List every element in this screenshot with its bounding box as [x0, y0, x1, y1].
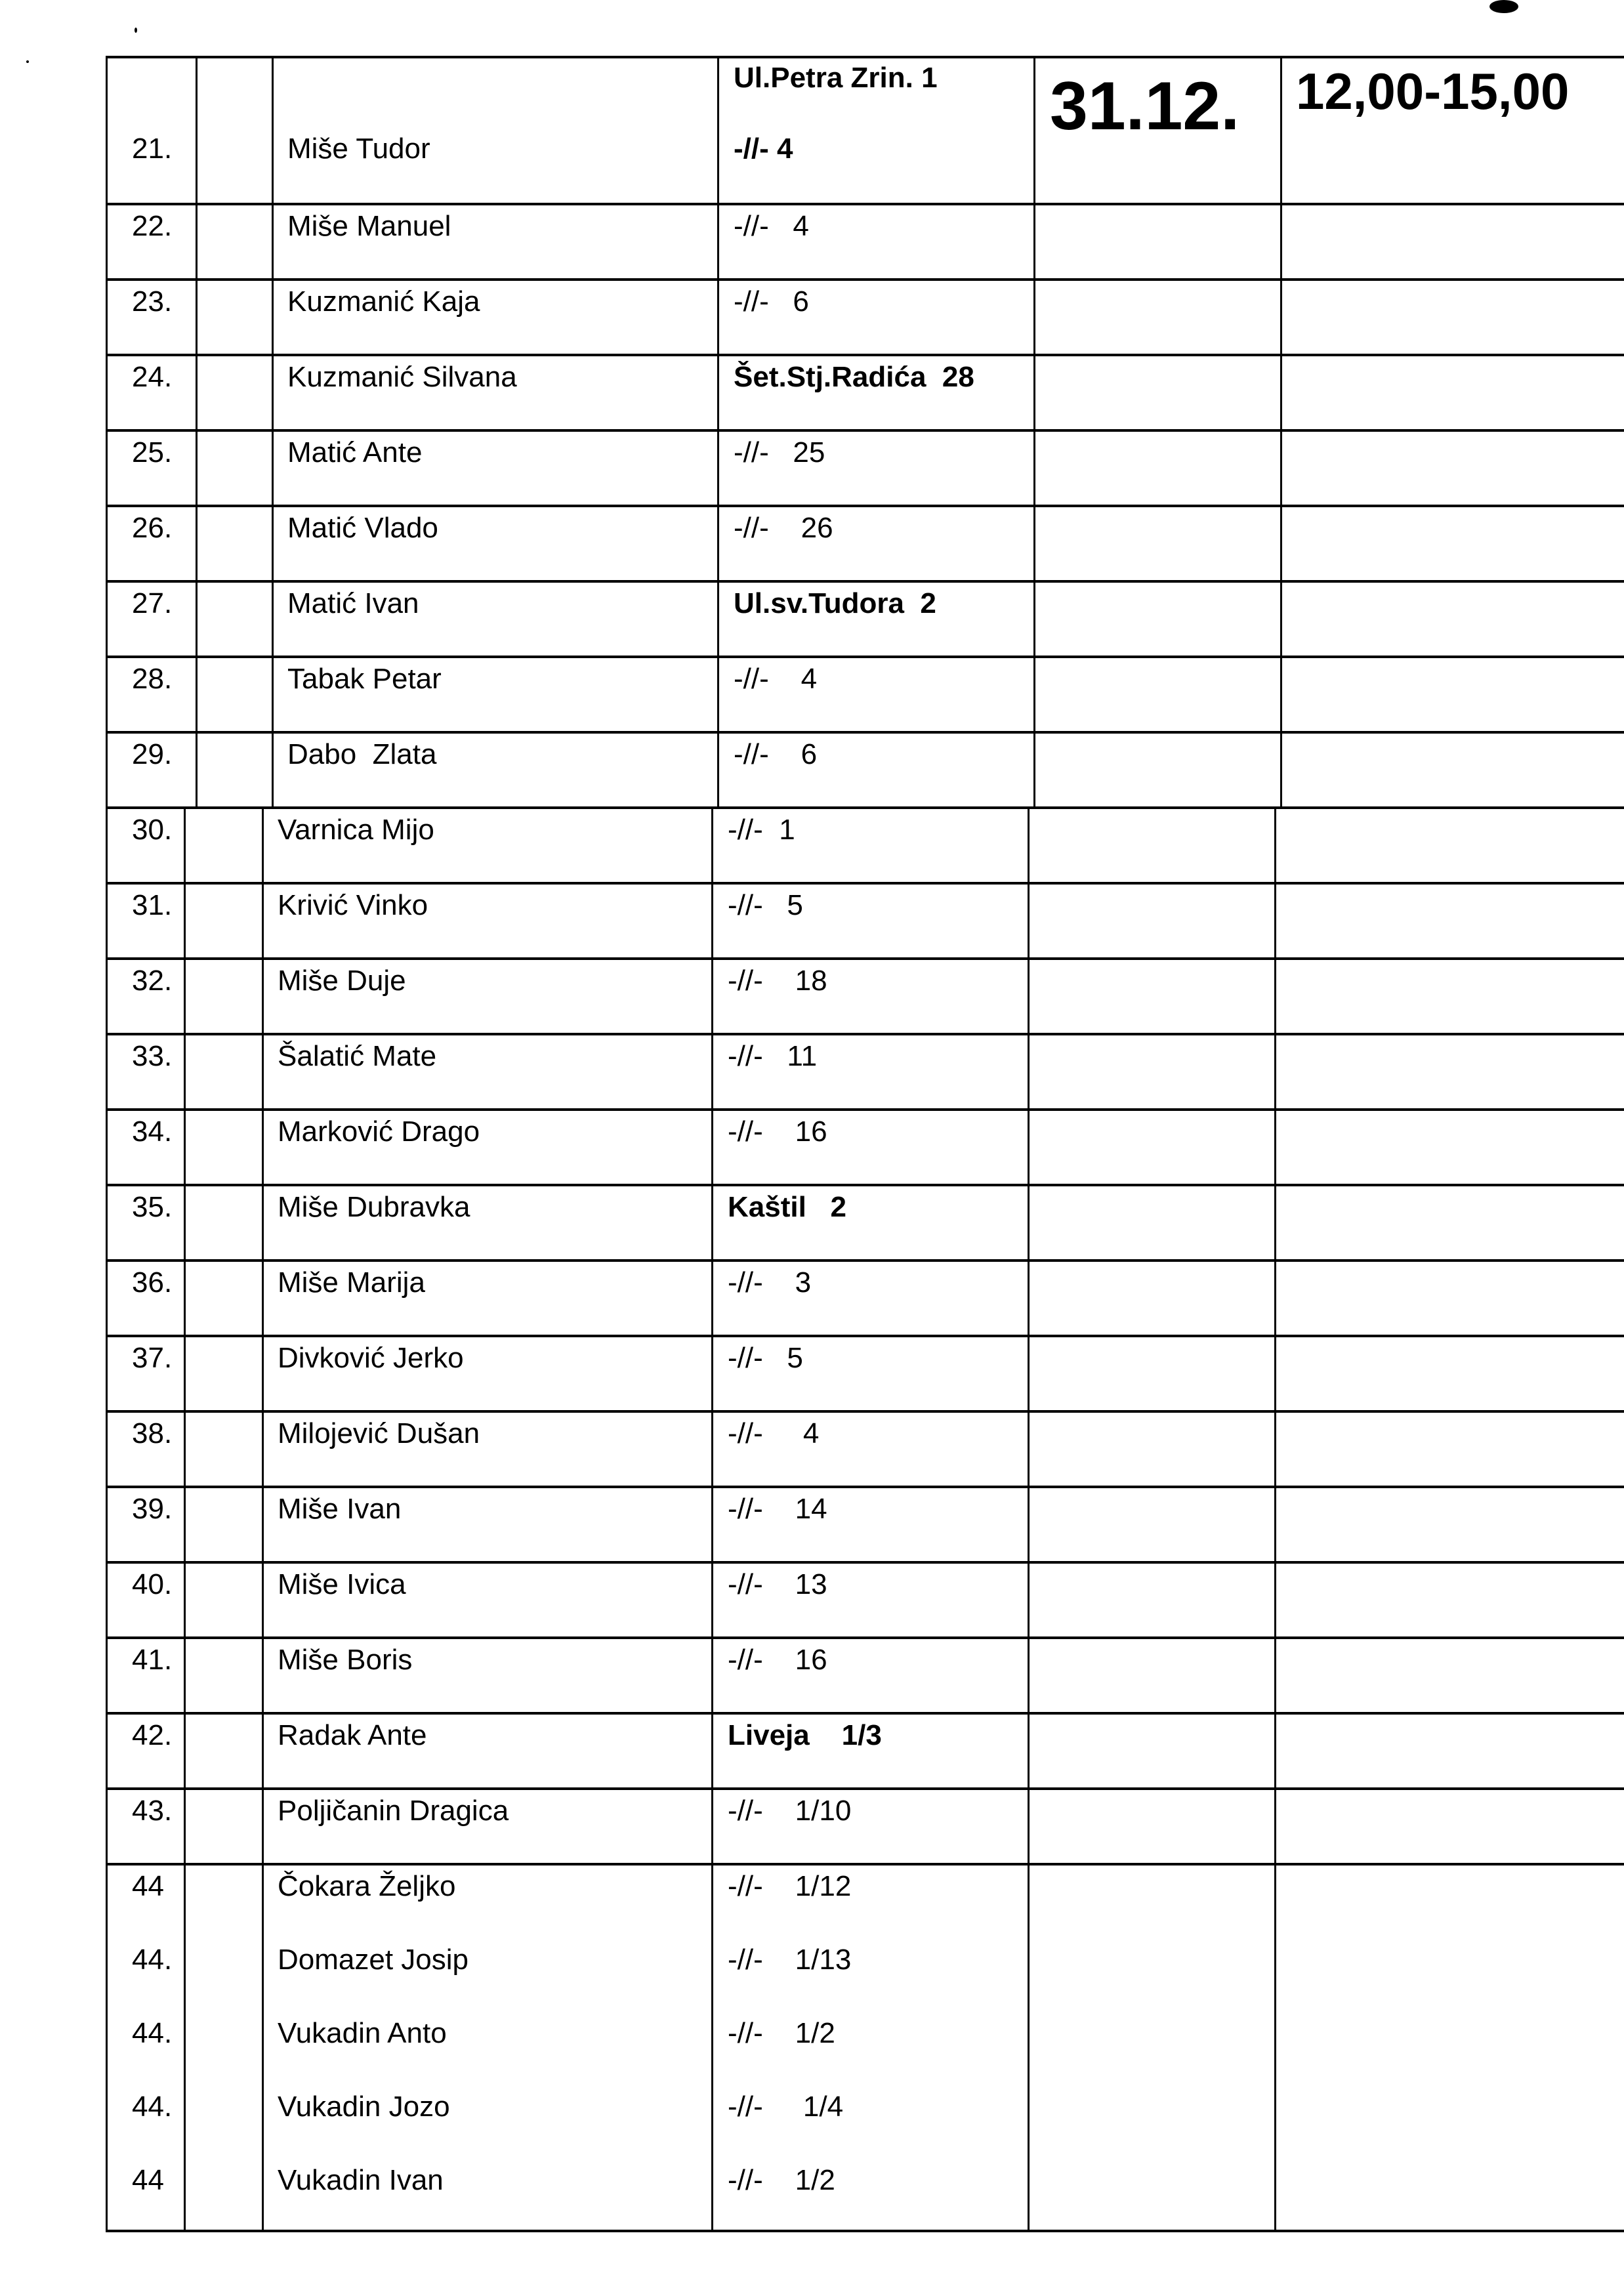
scan-speck	[1489, 0, 1518, 13]
address: -//- 1/4	[728, 2091, 844, 2123]
resident-name: Krivić Vinko	[278, 889, 428, 921]
row-divider	[106, 731, 1624, 734]
address: -//- 1/10	[728, 1795, 852, 1827]
address: -//- 26	[734, 512, 833, 544]
resident-name: Divković Jerko	[278, 1342, 464, 1374]
column-divider	[196, 56, 198, 806]
row-divider	[106, 1863, 1624, 1865]
address: -//- 5	[728, 1342, 803, 1374]
address: -//- 4	[734, 663, 818, 695]
time-range-label: 12,00-15,00	[1296, 62, 1570, 120]
row-number: 38.	[132, 1417, 173, 1449]
resident-name: Kuzmanić Silvana	[287, 361, 517, 393]
resident-name: Miše Boris	[278, 1644, 413, 1676]
row-number: 44.	[132, 2091, 173, 2123]
column-divider	[717, 56, 719, 806]
row-number: 34.	[132, 1115, 173, 1148]
address: -//- 11	[728, 1040, 818, 1072]
resident-name: Matić Ante	[287, 436, 423, 469]
scan-speck	[26, 60, 29, 63]
resident-name: Kuzmanić Kaja	[287, 285, 480, 318]
resident-name: Marković Drago	[278, 1115, 480, 1148]
row-number: 35.	[132, 1191, 173, 1223]
column-divider	[1274, 806, 1276, 2230]
column-divider	[184, 806, 186, 2230]
row-number: 22.	[132, 210, 173, 242]
row-number: 29.	[132, 738, 173, 770]
row-number: 41.	[132, 1644, 173, 1676]
row-divider	[106, 429, 1624, 432]
row-number: 33.	[132, 1040, 173, 1072]
resident-name: Miše Marija	[278, 1266, 425, 1299]
address: -//- 4	[734, 133, 793, 165]
column-divider	[1028, 806, 1030, 2230]
row-divider	[106, 1184, 1624, 1186]
row-divider	[106, 1033, 1624, 1035]
row-divider	[106, 1486, 1624, 1488]
resident-name: Vukadin Ivan	[278, 2164, 444, 2196]
row-number: 36.	[132, 1266, 173, 1299]
resident-name: Poljičanin Dragica	[278, 1795, 509, 1827]
address: Ul.sv.Tudora 2	[734, 587, 936, 619]
row-number: 44	[132, 2164, 164, 2196]
row-divider	[106, 1108, 1624, 1111]
resident-name: Varnica Mijo	[278, 814, 434, 846]
resident-name: Čokara Željko	[278, 1870, 456, 1902]
resident-name: Milojević Dušan	[278, 1417, 480, 1449]
column-divider	[272, 56, 274, 806]
row-number: 37.	[132, 1342, 173, 1374]
address: -//- 13	[728, 1568, 827, 1600]
row-divider	[106, 1335, 1624, 1337]
resident-name: Matić Vlado	[287, 512, 438, 544]
address: -//- 1/12	[728, 1870, 852, 1902]
row-number: 32.	[132, 965, 173, 997]
address-street: Ul.Petra Zrin. 1	[734, 62, 938, 94]
address: -//- 1/13	[728, 1944, 852, 1976]
address: -//- 1	[728, 814, 795, 846]
row-divider	[106, 1561, 1624, 1564]
table-top-border	[106, 56, 1624, 58]
scan-speck	[135, 28, 137, 33]
column-divider	[262, 806, 264, 2230]
row-number: 24.	[132, 361, 173, 393]
column-divider	[711, 806, 713, 2230]
row-number: 42.	[132, 1719, 173, 1751]
row-number: 44.	[132, 1944, 173, 1976]
resident-name: Miše Manuel	[287, 210, 451, 242]
resident-name: Tabak Petar	[287, 663, 442, 695]
resident-name: Miše Tudor	[287, 133, 430, 165]
row-divider	[106, 1259, 1624, 1262]
resident-name: Radak Ante	[278, 1719, 427, 1751]
column-divider	[1280, 56, 1282, 806]
row-divider	[106, 278, 1624, 281]
row-divider	[106, 505, 1624, 507]
row-divider	[106, 1787, 1624, 1790]
row-number: 26.	[132, 512, 173, 544]
address: -//- 14	[728, 1493, 827, 1525]
row-number: 23.	[132, 285, 173, 318]
resident-name: Miše Dubravka	[278, 1191, 470, 1223]
resident-name: Šalatić Mate	[278, 1040, 437, 1072]
row-divider	[106, 1712, 1624, 1715]
column-divider	[106, 56, 108, 806]
resident-name: Vukadin Jozo	[278, 2091, 450, 2123]
row-number: 30.	[132, 814, 173, 846]
resident-name: Miše Ivan	[278, 1493, 402, 1525]
date-label: 31.12.	[1050, 68, 1240, 144]
address: -//- 4	[734, 210, 809, 242]
row-divider	[106, 354, 1624, 356]
row-number: 39.	[132, 1493, 173, 1525]
row-number: 25.	[132, 436, 173, 469]
resident-name: Matić Ivan	[287, 587, 419, 619]
address: -//- 4	[728, 1417, 820, 1449]
row-divider	[106, 957, 1624, 960]
resident-name: Vukadin Anto	[278, 2017, 447, 2049]
row-number: 28.	[132, 663, 173, 695]
row-divider	[106, 806, 1624, 809]
address: -//- 6	[734, 285, 809, 318]
row-divider	[106, 1636, 1624, 1639]
row-number: 31.	[132, 889, 173, 921]
address: Kaštil 2	[728, 1191, 846, 1223]
row-number: 27.	[132, 587, 173, 619]
column-divider	[106, 806, 108, 2230]
table-bottom-border	[106, 2230, 1624, 2232]
row-number: 43.	[132, 1795, 173, 1827]
row-divider	[106, 656, 1624, 658]
address: -//- 3	[728, 1266, 812, 1299]
resident-name: Miše Duje	[278, 965, 406, 997]
address: -//- 25	[734, 436, 825, 469]
row-number: 40.	[132, 1568, 173, 1600]
address: -//- 1/2	[728, 2017, 835, 2049]
column-divider	[1033, 56, 1035, 806]
address: -//- 5	[728, 889, 803, 921]
address: Šet.Stj.Radića 28	[734, 361, 974, 393]
row-number: 21.	[132, 133, 173, 165]
resident-name: Dabo Zlata	[287, 738, 437, 770]
row-divider	[106, 882, 1624, 885]
row-divider	[106, 1410, 1624, 1413]
address: -//- 16	[728, 1644, 827, 1676]
address: -//- 16	[728, 1115, 827, 1148]
address: -//- 18	[728, 965, 827, 997]
address: -//- 1/2	[728, 2164, 835, 2196]
row-number: 44.	[132, 2017, 173, 2049]
row-divider	[106, 203, 1624, 205]
address: Liveja 1/3	[728, 1719, 882, 1751]
resident-name: Domazet Josip	[278, 1944, 469, 1976]
row-number: 44	[132, 1870, 164, 1902]
row-divider	[106, 580, 1624, 583]
resident-name: Miše Ivica	[278, 1568, 406, 1600]
address: -//- 6	[734, 738, 818, 770]
